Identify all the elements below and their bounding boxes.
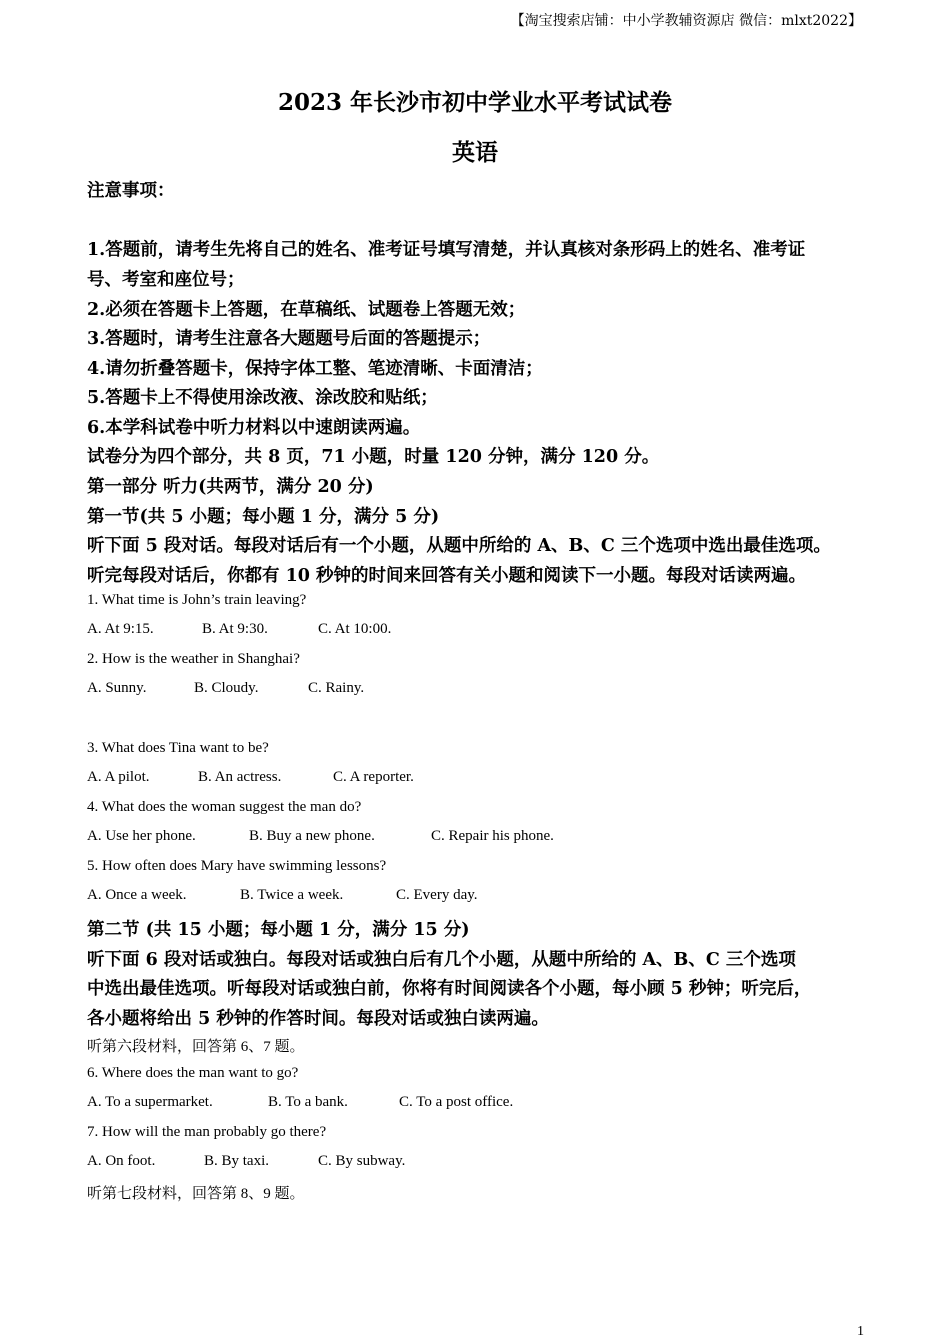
section-instructions: 听下面 6 段对话或独白。每段对话或独白后有几个小题，从题中所给的 A、B、C 三个选项	[87, 950, 796, 970]
question-text: 5. How often does Mary have swimming lessons?	[87, 858, 387, 874]
option: A. Use her phone.	[87, 828, 196, 844]
question-options	[87, 828, 554, 845]
section-heading: 第二节 (共 15 小题；每小题 1 分，满分 15 分)	[87, 920, 470, 940]
option: B. Cloudy.	[194, 680, 259, 696]
exam-title: 2023 年长沙市初中学业水平考试试卷	[277, 89, 673, 116]
option: B. To a bank.	[268, 1094, 348, 1110]
question-options	[87, 887, 478, 904]
exam-overview: 试卷分为四个部分，共 8 页，71 小题，时量 120 分钟，满分 120 分。	[87, 447, 660, 467]
option: A. Once a week.	[87, 887, 187, 903]
question-text: 4. What does the woman suggest the man do?	[87, 799, 362, 815]
question-text: 6. Where does the man want to go?	[87, 1065, 299, 1081]
option: C. At 10:00.	[318, 621, 392, 637]
option: C. To a post office.	[399, 1094, 514, 1110]
section-instructions: 中选出最佳选项。听每段对话或独白前，你将有时间阅读各个小题，每小顾 5 秒钟；听完后，	[87, 979, 812, 999]
question-text: 3. What does Tina want to be?	[87, 740, 269, 756]
option: A. A pilot.	[87, 769, 150, 785]
part-heading: 第一部分 听力(共两节，满分 20 分)	[87, 477, 374, 497]
notice-item: 2.必须在答题卡上答题，在草稿纸、试题卷上答题无效；	[87, 300, 526, 320]
notice-heading: 注意事项：	[87, 181, 175, 201]
option: A. To a supermarket.	[87, 1094, 213, 1110]
section-instructions: 各小题将给出 5 秒钟的作答时间。每段对话或独白读两遍。	[87, 1009, 549, 1029]
option: B. At 9:30.	[202, 621, 268, 637]
option: A. Sunny.	[87, 680, 147, 696]
option: C. Repair his phone.	[431, 828, 554, 844]
question-options	[87, 621, 391, 638]
question-text: 2. How is the weather in Shanghai?	[87, 651, 300, 667]
question-options	[87, 769, 414, 786]
notice-item: 号、考室和座位号；	[87, 270, 245, 290]
question-options	[87, 680, 364, 697]
option: A. On foot.	[87, 1153, 156, 1169]
section-heading: 第一节(共 5 小题；每小题 1 分，满分 5 分)	[87, 507, 440, 527]
option: B. By taxi.	[204, 1153, 270, 1169]
section-instructions: 听完每段对话后，你都有 10 秒钟的时间来回答有关小题和阅读下一小题。每段对话读两遍。	[87, 566, 807, 586]
option: B. Buy a new phone.	[249, 828, 375, 844]
option: C. A reporter.	[333, 769, 414, 785]
option: C. Rainy.	[308, 680, 365, 696]
notice-item: 4.请勿折叠答题卡，保持字体工整、笔迹清晰、卡面清洁；	[87, 359, 543, 379]
question-options	[87, 1153, 405, 1170]
section-instructions: 听下面 5 段对话。每段对话后有一个小题，从题中所给的 A、B、C 三个选项中选出最佳选项。	[87, 536, 831, 556]
question-text: 7. How will the man probably go there?	[87, 1124, 327, 1140]
option: C. Every day.	[396, 887, 478, 903]
option: A. At 9:15.	[87, 621, 154, 637]
option: B. Twice a week.	[240, 887, 344, 903]
question-text: 1. What time is John’s train leaving?	[87, 592, 307, 608]
question-options	[87, 1094, 513, 1111]
option: B. An actress.	[198, 769, 282, 785]
material-note: 听第七段材料，回答第 8、9 题。	[87, 1186, 305, 1202]
notice-item: 1.答题前，请考生先将自己的姓名、准考证号填写清楚，并认真核对条形码上的姓名、准考证	[87, 240, 806, 260]
material-note: 听第六段材料，回答第 6、7 题。	[87, 1039, 305, 1055]
exam-subject: 英语	[452, 139, 498, 166]
notice-item: 3.答题时，请考生注意各大题题号后面的答题提示；	[87, 329, 491, 349]
page-number: 1	[857, 1324, 864, 1339]
notice-item: 6.本学科试卷中听力材料以中速朗读两遍。	[87, 418, 421, 438]
notice-item: 5.答题卡上不得使用涂改液、涂改胶和贴纸；	[87, 388, 438, 408]
option: C. By subway.	[318, 1153, 406, 1169]
header-note: 【淘宝搜索店铺：中小学教辅资源店 微信：mlxt2022】	[510, 13, 862, 29]
